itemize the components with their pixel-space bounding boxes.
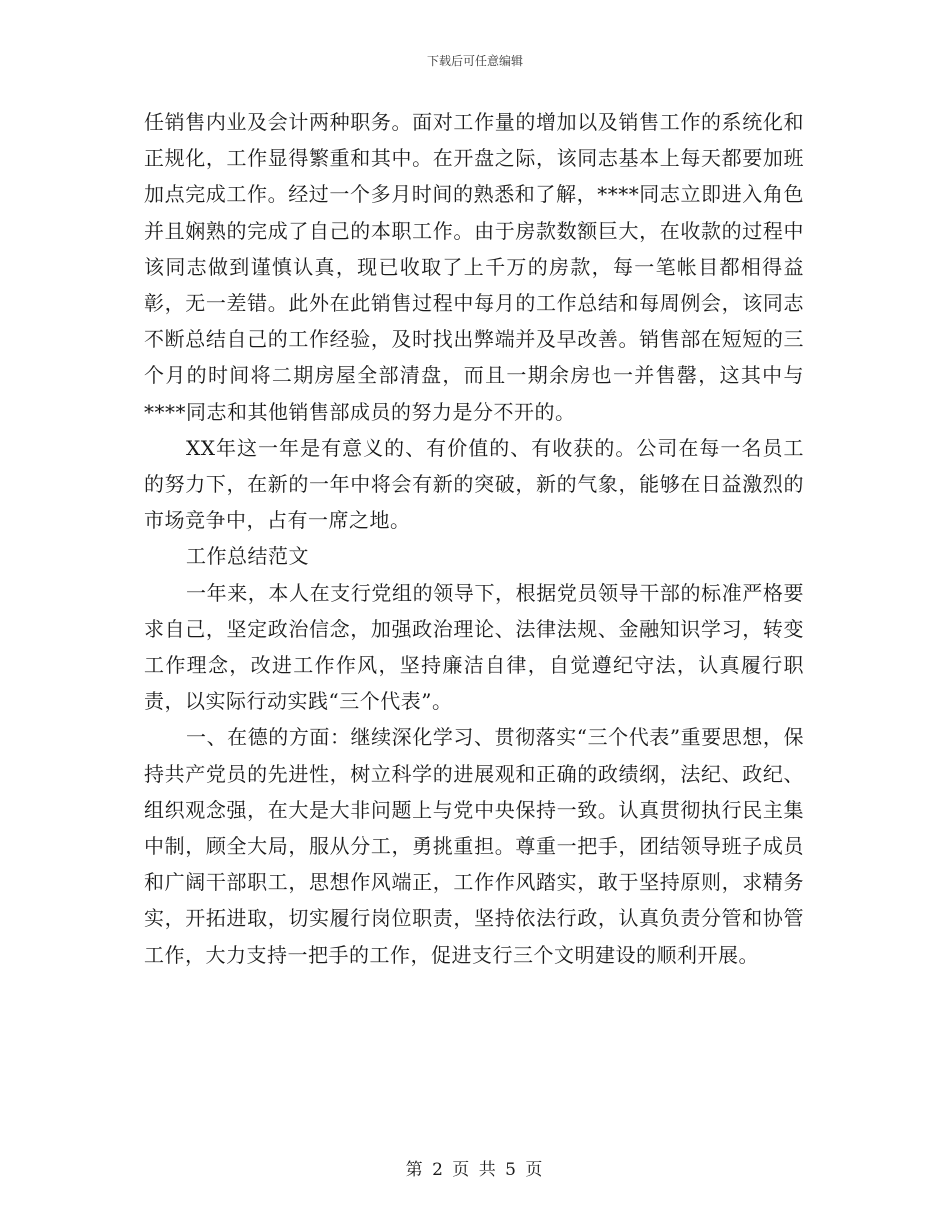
page-number: 第 2 页 共 5 页 <box>405 1160 545 1180</box>
section-heading: 工作总结范文 <box>186 544 309 569</box>
body-paragraph: XX年这一年是有意义的、有价值的、有收获的。公司在每一名员工的努力下，在新的一年中将会有新的突破，新的气象，能够在日益激烈的市场竞争中，占有一席之地。 <box>144 435 804 533</box>
body-paragraph: 任销售内业及会计两种职务。面对工作量的增加以及销售工作的系统化和正规化，工作显得繁重和其中。在开盘之际，该同志基本上每天都要加班加点完成工作。经过一个多月时间的熟悉和了解，****同志立即进入角色并且娴熟的完成了自己的本职工作。由于房款数额巨大，在收款的过程中该同志做到谨慎认真，现已收取了上千万的房款，每一笔帐目都相得益彰，无一差错。此外在此销售过程中每月的工作总结和每周例会，该同志不断总结自己的工作经验，及时找出弊端并及早改善。销售部在短短的三个月的时间将二期房屋全部清盘，而且一期余房也一并售罄，这其中与****同志和其他销售部成员的努力是分不开的。 <box>144 110 804 424</box>
page-header: 下载后可任意编辑 <box>426 54 523 68</box>
body-paragraph: 一、在德的方面：继续深化学习、贯彻落实“三个代表”重要思想，保持共产党员的先进性，树立科学的进展观和正确的政绩纲，法纪、政纪、组织观念强，在大是大非问题上与党中央保持一致。认真贯彻执行民主集中制，顾全大局，服从分工，勇挑重担。尊重一把手，团结领导班子成员和广阔干部职工，思想作风端正，工作作风踏实，敢于坚持原则，求精务实，开拓进取，切实履行岗位职责，坚持依法行政，认真负责分管和协管工作，大力支持一把手的工作，促进支行三个文明建设的顺利开展。 <box>144 725 804 967</box>
body-paragraph: 一年来，本人在支行党组的领导下，根据党员领导干部的标准严格要求自己，坚定政治信念，加强政治理论、法律法规、金融知识学习，转变工作理念，改进工作作风，坚持廉洁自律，自觉遵纪守法，认真履行职责，以实际行动实践“三个代表”。 <box>144 580 804 714</box>
document-body <box>144 104 804 973</box>
